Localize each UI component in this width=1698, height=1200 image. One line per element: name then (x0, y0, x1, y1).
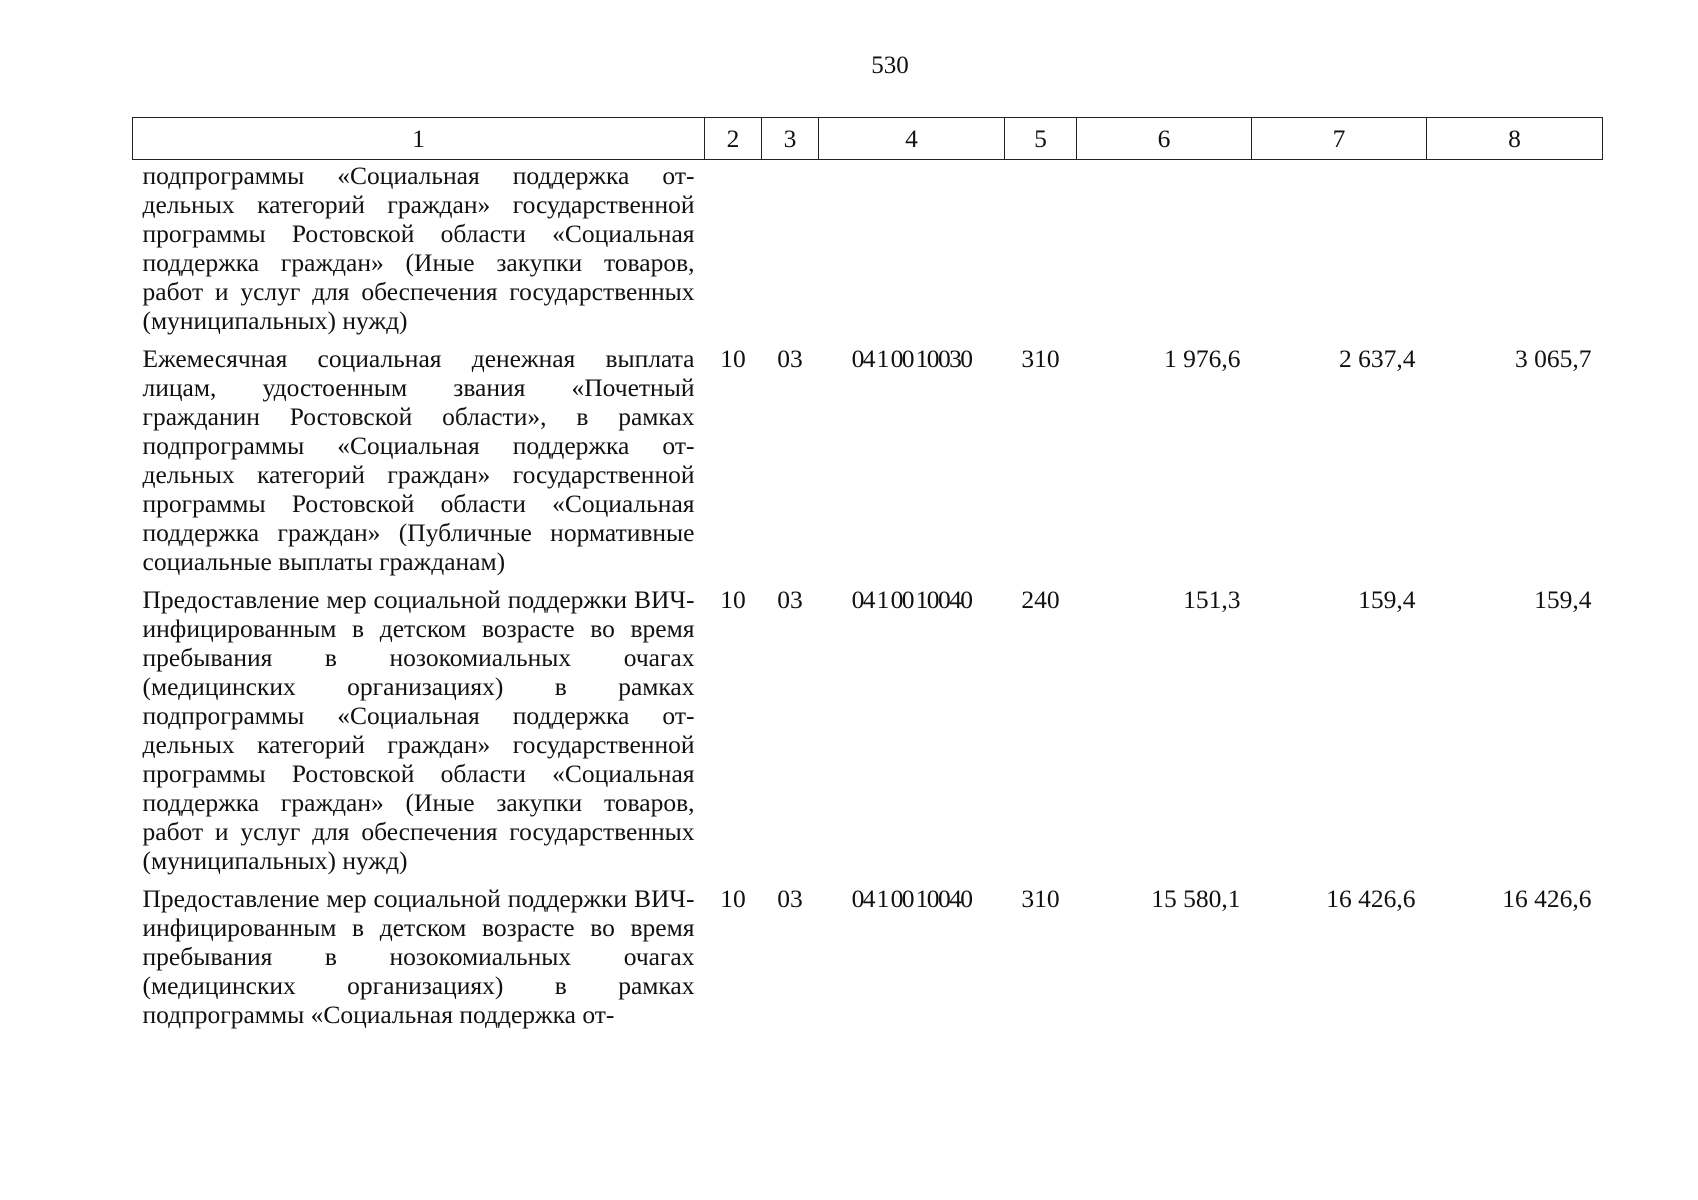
row-description: подпрограммы «Социальная поддержка отдельных категорий граждан» государственной программы Ростовской области «Социальная поддержка граждан» (Иные закупки товаров, работ и услуг для обеспечения государственных (муниципальных) нужд) (142, 161, 695, 335)
row-amount-col8: 16 426,6 (1502, 884, 1592, 913)
header-col-8: 8 (1427, 118, 1603, 160)
row-amount-col7: 16 426,6 (1326, 884, 1416, 913)
row-expense-type: 240 (1021, 585, 1060, 614)
row-section (705, 160, 762, 345)
header-col-3: 3 (762, 118, 819, 160)
row-expense-type (1005, 160, 1077, 345)
row-section: 10 (720, 585, 746, 614)
row-description: Ежемесячная социальная денежная выплата лицам, удостоенным звания «Почетный гражданин Ростовской области», в рамках подпрограммы «Социальная поддержка отдельных категорий граждан» государственной программы Ростовской области «Социальная поддержка граждан» (Публичные нормативные социальные выплаты гражданам) (142, 344, 695, 576)
row-expense-type: 310 (1021, 884, 1060, 913)
row-description: Предоставление мер социальной поддержки ВИЧ-инфицированным в детском возрасте во время пребывания в нозокомиальных очагах (медицинских организациях) в рамках подпрограммы «Социальная поддержка отдельных категорий граждан» государственной программы Ростовской области «Социальная поддержка граждан» (Иные закупки товаров, работ и услуг для обеспечения государственных (муниципальных) нужд) (142, 585, 695, 875)
budget-table (132, 117, 1603, 1038)
header-col-7: 7 (1252, 118, 1427, 160)
row-subsection: 03 (777, 344, 803, 373)
page-number: 530 (871, 52, 909, 79)
row-expense-type: 310 (1021, 344, 1060, 373)
row-amount-col8: 159,4 (1534, 585, 1592, 614)
row-amount-col7: 159,4 (1358, 585, 1416, 614)
row-amount-col6: 151,3 (1183, 585, 1241, 614)
table-row (133, 585, 1603, 884)
row-amount-col7: 2 637,4 (1339, 344, 1416, 373)
table-row (133, 884, 1603, 1038)
row-subsection: 03 (777, 585, 803, 614)
table-body (133, 160, 1603, 1039)
row-amount-col8 (1427, 160, 1603, 345)
row-amount-col6 (1077, 160, 1252, 345)
table-header (133, 118, 1603, 160)
row-target-code: 04 1 00 10030 (851, 344, 972, 373)
table-row (133, 344, 1603, 585)
row-target-code (819, 160, 1005, 345)
header-col-1: 1 (133, 118, 705, 160)
header-row (133, 118, 1603, 160)
header-col-6: 6 (1077, 118, 1252, 160)
header-col-5: 5 (1005, 118, 1077, 160)
header-col-2: 2 (705, 118, 762, 160)
budget-table-container (132, 117, 1602, 1038)
row-subsection: 03 (777, 884, 803, 913)
row-amount-col6: 15 580,1 (1151, 884, 1241, 913)
row-subsection (762, 160, 819, 345)
row-amount-col8: 3 065,7 (1515, 344, 1592, 373)
row-amount-col7 (1252, 160, 1427, 345)
row-target-code: 04 1 00 10040 (851, 585, 972, 614)
row-section: 10 (720, 884, 746, 913)
row-target-code: 04 1 00 10040 (851, 884, 972, 913)
row-section: 10 (720, 344, 746, 373)
row-description: Предоставление мер социальной поддержки ВИЧ-инфицированным в детском возрасте во время пребывания в нозокомиальных очагах (медицинских организациях) в рамках подпрограммы «Социальная поддержка от- (142, 884, 695, 1029)
row-amount-col6: 1 976,6 (1164, 344, 1241, 373)
table-row (133, 160, 1603, 345)
header-col-4: 4 (819, 118, 1005, 160)
